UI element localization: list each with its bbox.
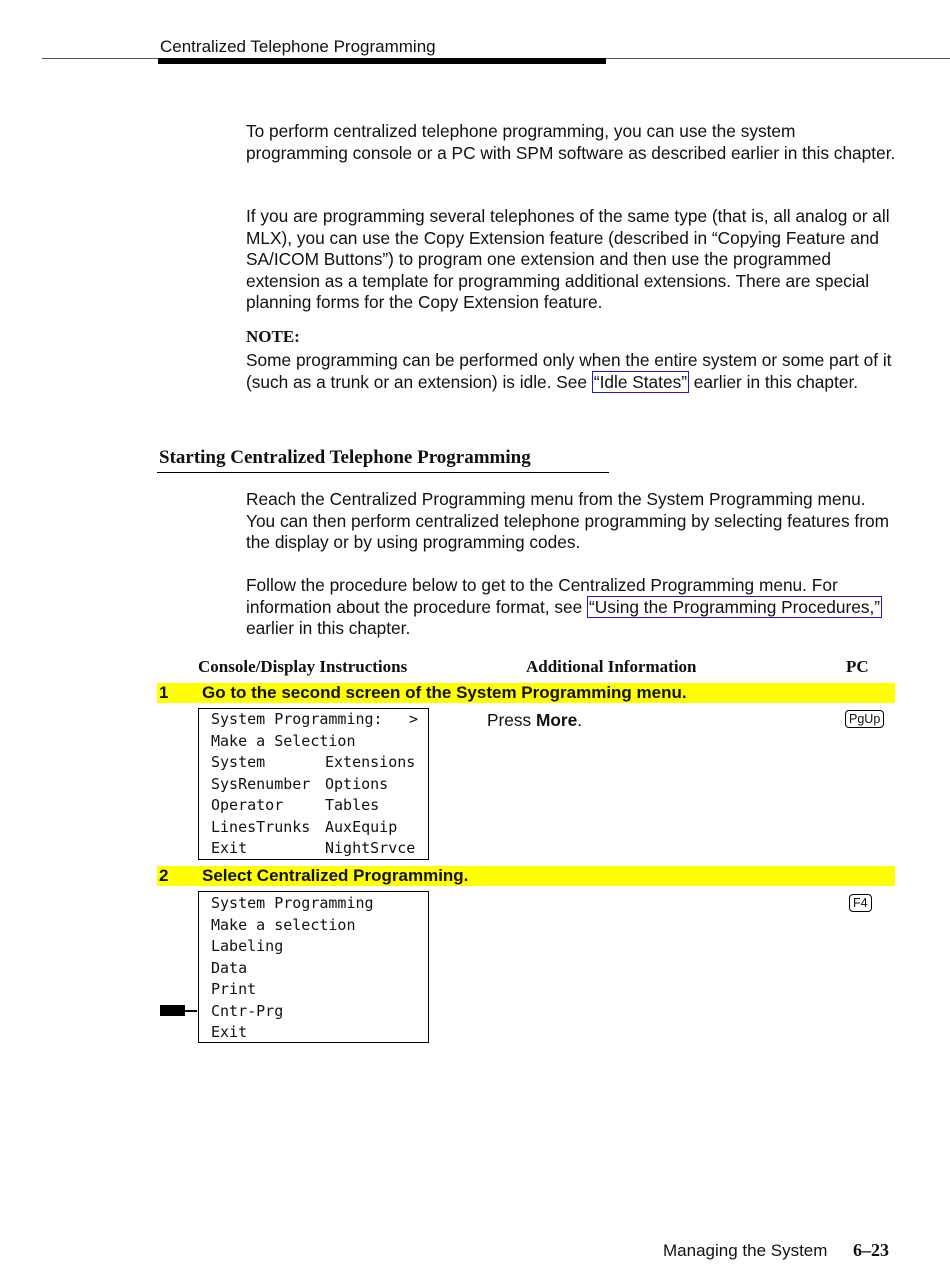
menu-option-extensions[interactable]: Extensions: [325, 753, 416, 771]
note-label: NOTE:: [246, 327, 300, 346]
menu-option-tables[interactable]: Tables: [325, 796, 380, 814]
step-1-additional-info: [487, 710, 582, 731]
menu-option-sysrenumber[interactable]: SysRenumber: [211, 775, 311, 793]
note-text-before: Some programming can be performed only when the entire system or some part of it (such as a trunk or an extension) is idle. See: [246, 350, 892, 392]
menu-option-print[interactable]: Print: [211, 980, 257, 998]
section-paragraph-1: Reach the Centralized Programming menu from the System Programming menu. You can then perform centralized telephone programming by selecting features from the display or by using programming codes.: [246, 489, 889, 552]
idle-states-link[interactable]: “Idle States”: [593, 371, 687, 392]
console-instructions-header: Console/Display Instructions: [198, 657, 408, 676]
note-text-after: earlier in this chapter.: [688, 371, 859, 392]
screen-title: System Programming: [211, 894, 374, 912]
menu-option-operator[interactable]: Operator: [211, 796, 284, 814]
menu-option-auxequip[interactable]: AuxEquip: [325, 818, 398, 836]
step-instruction: Select Centralized Programming.: [202, 866, 469, 885]
header-rule-bold: [158, 58, 606, 64]
info-prefix: Press: [487, 710, 536, 730]
section-heading: Starting Centralized Telephone Programming: [159, 447, 531, 468]
menu-option-nightsrvce[interactable]: NightSrvce: [325, 839, 416, 857]
menu-option-labeling[interactable]: Labeling: [211, 937, 284, 955]
menu-option-linestrunks[interactable]: LinesTrunks: [211, 818, 311, 836]
pc-header: PC: [846, 657, 869, 676]
console-display-screen-1: [198, 708, 429, 860]
intro-paragraph-1: To perform centralized telephone programming, you can use the system programming console or a PC with SPM software as described earlier in this chapter.: [246, 121, 896, 163]
step-number: 1: [159, 683, 169, 702]
screen-subtitle: Make a selection: [211, 916, 356, 934]
more-arrow-indicator: >: [409, 710, 419, 728]
pgup-key-icon: PgUp: [845, 710, 884, 728]
footer-chapter-title: Managing the System: [663, 1241, 828, 1260]
intro-paragraph-2: If you are programming several telephones of the same type (that is, all analog or all MLX), you can use the Copy Extension feature (described in “Copying Feature and SA/ICOM Buttons”) to program one extension and then use the programmed extension as a template for programming additional extensions. There are special planning forms for the Copy Extension feature.: [246, 206, 890, 312]
f4-key-icon: F4: [849, 894, 872, 912]
menu-option-cntr-prg[interactable]: Cntr-Prg: [211, 1002, 284, 1020]
additional-info-header: Additional Information: [526, 657, 697, 676]
section-paragraph-2-before: Follow the procedure below to get to the Centralized Programming menu. For information about the procedure format, see: [246, 575, 838, 617]
step-2-bar: [157, 866, 895, 886]
section-rule: [157, 472, 609, 473]
page-number: 6–23: [853, 1240, 889, 1260]
running-header: Centralized Telephone Programming: [160, 37, 436, 56]
section-paragraph-2-after: earlier in this chapter.: [246, 618, 411, 638]
menu-option-exit[interactable]: Exit: [211, 839, 248, 857]
step-instruction: Go to the second screen of the System Programming menu.: [202, 683, 687, 702]
section-paragraph-2: [246, 575, 896, 640]
menu-option-data[interactable]: Data: [211, 959, 248, 977]
menu-option-exit[interactable]: Exit: [211, 1023, 248, 1041]
screen-title: System Programming:: [211, 710, 383, 728]
step-number: 2: [159, 866, 169, 885]
selection-pointer-line: [185, 1010, 197, 1012]
more-key-label: More: [535, 710, 578, 730]
console-display-screen-2: [198, 891, 429, 1043]
menu-option-system[interactable]: System: [211, 753, 266, 771]
info-suffix: .: [577, 710, 583, 730]
selection-pointer-icon: [160, 1005, 185, 1016]
step-1-bar: [157, 683, 895, 703]
note-text: [246, 350, 896, 393]
screen-subtitle: Make a Selection: [211, 732, 356, 750]
programming-procedures-link[interactable]: “Using the Programming Procedures,”: [589, 596, 881, 617]
menu-option-options[interactable]: Options: [325, 775, 389, 793]
